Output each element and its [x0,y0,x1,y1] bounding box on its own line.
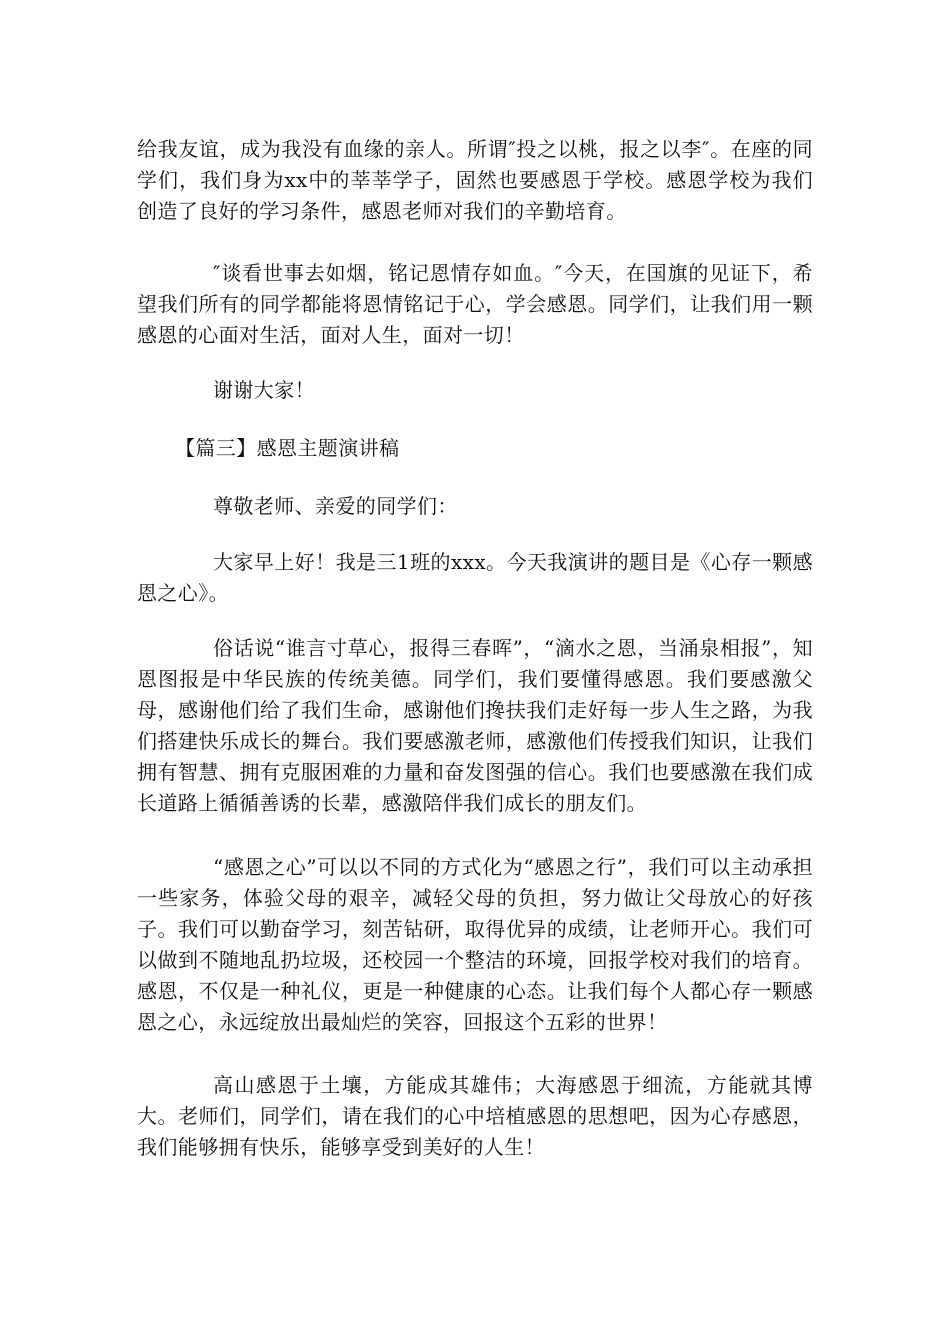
paragraph-salutation: 尊敬老师、亲爱的同学们： [213,494,458,518]
paragraph-proverb: 俗话说“谁言寸草心，报得三春晖”，“滴水之恩，当涌泉相报”，知恩图报是中华民族的传统美德。同学们，我们要懂得感恩。我们要感激父母，感谢他们给了我们生命，感谢他们搀扶我们走好每一步人生之路，为我们搭建快乐成长的舞台。我们要感激老师，感激他们传授我们知识，让我们拥有智慧、拥有克服困难的力量和奋发图强的信心。我们也要感激在我们成长道路上循循善诱的长辈，感激陪伴我们成长的朋友们。 [137,636,813,815]
paragraph-gratitude-action: “感恩之心”可以以不同的方式化为“感恩之行”，我们可以主动承担一些家务，体验父母的艰辛，减轻父母的负担，努力做让父母放心的好孩子。我们可以勤奋学习，刻苦钻研，取得优异的成绩，让老师开心。我们可以做到不随地乱扔垃圾，还校园一个整洁的环境，回报学校对我们的培育。感恩，不仅是一种礼仪，更是一种健康的心态。让我们每个人都心存一颗感恩之心，永远绽放出最灿烂的笑容，回报这个五彩的世界！ [137,855,813,1034]
paragraph-friendship: 给我友谊，成为我没有血缘的亲人。所谓″投之以桃，报之以李″。在座的同学们，我们身为xx中的莘莘学子，固然也要感恩于学校。感恩学校为我们创造了良好的学习条件，感恩老师对我们的辛勤培育。 [137,137,813,223]
paragraph-conclusion: 高山感恩于土壤，方能成其雄伟；大海感恩于细流，方能就其博大。老师们，同学们，请在我们的心中培植感恩的思想吧，因为心存感恩，我们能够拥有快乐，能够享受到美好的人生！ [137,1073,813,1159]
paragraph-greeting: 大家早上好！我是三1班的xxx。今天我演讲的题目是《心存一颗感恩之心》。 [137,550,813,605]
paragraph-remember-kindness: ″谈看世事去如烟，铭记恩情存如血。″今天，在国旗的见证下，希望我们所有的同学都能将恩情铭记于心，学会感恩。同学们，让我们用一颗感恩的心面对生活，面对人生，面对一切！ [137,261,813,347]
section-heading: 【篇三】感恩主题演讲稿 [175,436,400,460]
paragraph-thanks: 谢谢大家！ [213,378,315,402]
